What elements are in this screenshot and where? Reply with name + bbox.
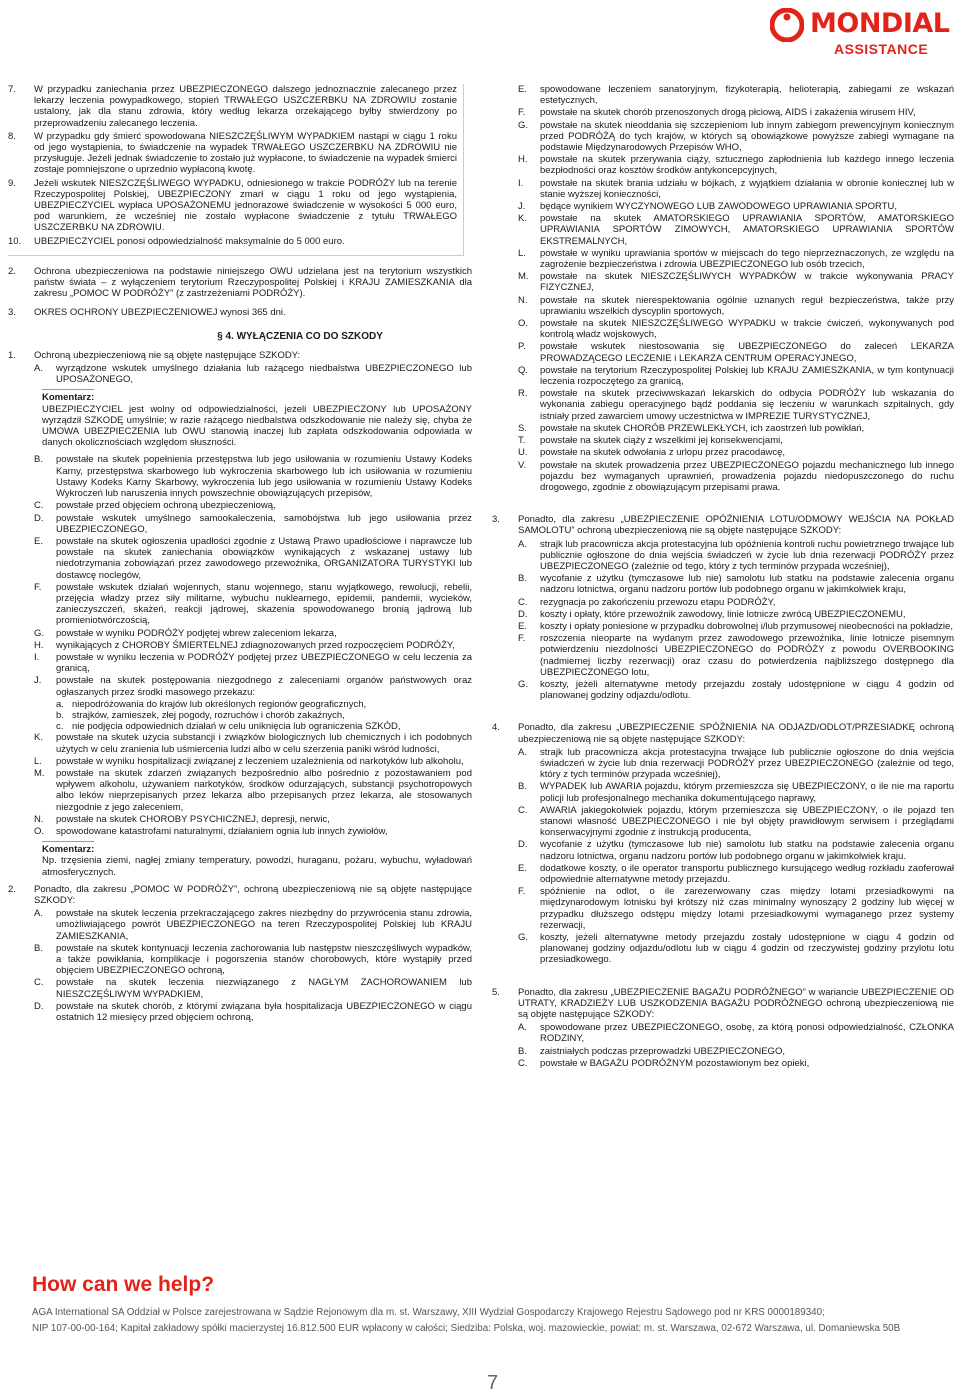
comment-label: Komentarz:	[42, 841, 94, 855]
comment-block	[8, 389, 472, 448]
item-letter: J.	[34, 675, 42, 687]
exclusion-item: A. wyrządzone wskutek umyślnego działania lub rażącego niedbalstwa UBEZPIECZONEGO lub UPOSAŻONEGO,	[34, 363, 472, 386]
item-letter: Q.	[518, 364, 529, 376]
coverage-period-paragraph: 3. OKRES OCHRONY UBEZPIECZENIOWEJ wynosi 365 dni.	[8, 307, 286, 319]
item-letter: J.	[518, 201, 526, 213]
item-text: wynikających z CHOROBY ŚMIERTELNEJ zdiagnozowanych przed rozpoczęciem PODRÓŻY,	[56, 639, 455, 651]
item-text: strajk lub pracownicza akcja protestacyjna trwające lub publicznie ogłoszone do dnia wejścia świadczeń w życie lub dnia rezerwacji PODRÓŻY przez UBEZPIECZONEGO (zależnie od tego, który z tych terminów przypada wcześniej),	[540, 746, 954, 781]
lettered-item	[492, 84, 954, 106]
item-letter: M.	[518, 271, 529, 283]
item-text: strajków, zamieszek, złej pogody, rozruchów i chorób zakaźnych,	[72, 709, 345, 721]
lettered-item	[8, 628, 472, 639]
item-text: powstałe na skutek ciąży z wszelkimi jej konsekwencjami,	[540, 435, 783, 447]
mondial-swirl-icon	[770, 8, 804, 42]
lettered-item	[492, 633, 954, 678]
lettered-item	[492, 1022, 954, 1044]
item-text: powstałe na skutek chorób, z którymi związana była hospitalizacja UBEZPIECZONEGO w ciągu ostatnich 12 miesięcy przed objęciem ochroną,	[56, 1000, 472, 1024]
section-heading: § 4. WYŁĄCZENIA CO DO SZKODY	[217, 330, 383, 342]
item-letter: I.	[518, 177, 524, 189]
item-text: koszty i opłaty, które przewoźnik zawodowy, linie lotnicze zwrócą UBEZPIECZONEMU,	[540, 608, 906, 620]
item-letter: G.	[518, 678, 529, 690]
item-text: spowodowane katastrofami naturalnymi, działaniem ognia lub innych żywiołów,	[56, 825, 388, 837]
lettered-item	[8, 582, 472, 627]
item-text: powstałe na skutek odwołania z urlopu przez pracodawcę,	[540, 447, 786, 459]
item-letter: G.	[518, 932, 529, 944]
item-letter: I.	[34, 651, 40, 663]
item-letter: F.	[518, 886, 526, 898]
lettered-item	[492, 201, 954, 212]
item-text: UBEZPIECZYCIEL ponosi odpowiedzialność maksymalnie do 5 000 euro.	[34, 235, 345, 247]
numbered-item	[8, 84, 457, 129]
lettered-item	[492, 423, 954, 434]
lettered-item	[8, 699, 472, 710]
item-letter: b.	[56, 709, 64, 721]
item-text: spowodowane przez UBEZPIECZONEGO, osobę, za którą ponosi odpowiedzialność, CZŁONKA RODZINY,	[540, 1022, 954, 1045]
item-text: powstałe na skutek chorób przenoszonych drogą płciową, AIDS i zakażenia wirusem HIV,	[540, 107, 916, 119]
lettered-item	[492, 679, 954, 701]
lettered-item	[492, 447, 954, 458]
item-letter: E.	[518, 84, 527, 95]
item-letter: V.	[518, 459, 527, 471]
item-letter: a.	[56, 698, 64, 710]
item-text: wycofanie z użytku (tymczasowe lub nie) samolotu lub statku na podstawie zalecenia organu nadzoru lotnictwa, organu nadzoru portów lub podobnego organu w jakimkolwiek kraju,	[540, 573, 954, 596]
lettered-item	[492, 341, 954, 363]
item-letter: K.	[518, 213, 527, 225]
exclusions-intro: 1. Ochroną ubezpieczeniową nie są objęte następujące SZKODY:	[8, 349, 301, 361]
item-text: spowodowane leczeniem sanatoryjnym, fizykoterapią, helioterapią, zabiegami ze wskazań estetycznych,	[540, 84, 954, 107]
item-text: powstałe w wyniku uprawiania sportów w miejscach do tego nieprzeznaczonych, ze względu na zagrożenie bezpieczeństwa i zdrowia UBEZPIECZONEGO lub osób trzecich,	[540, 247, 954, 271]
lettered-item	[8, 908, 472, 942]
mondial-assistance-logo	[770, 4, 960, 60]
item-letter: A.	[518, 538, 527, 550]
item-letter: O.	[34, 825, 45, 837]
item-text: powstałe na skutek użycia substancji i związków biologicznych lub chemicznych i ich podobnych użytych w celu zranienia lub uśmiercenia ludzi albo w celu szerzenia paniki wśród ludności,	[56, 732, 472, 755]
item-letter: T.	[518, 435, 526, 447]
item-text: powstałe na skutek NIESZCZĘŚLIWYCH WYPADKÓW w trakcie wykonywania PRACY FIZYCZNEJ,	[540, 271, 954, 294]
numbered-item	[8, 131, 457, 176]
lettered-item	[492, 886, 954, 931]
lettered-item	[8, 943, 472, 977]
item-letter: S.	[518, 422, 527, 434]
lettered-item	[492, 747, 954, 781]
item-text: dodatkowe koszty, o ile operator transportu publicznego kursującego według rozkładu zaoferował odpowiednie alternatywne metody przejazdu.	[540, 862, 954, 885]
lettered-item	[8, 640, 472, 651]
comment-block	[8, 841, 472, 878]
item-letter: O.	[518, 318, 529, 330]
lettered-item	[8, 500, 472, 511]
lettered-item	[8, 768, 472, 813]
item-number: 10.	[8, 235, 22, 247]
lettered-item	[8, 977, 472, 999]
item-number: 8.	[8, 130, 16, 142]
item-text: powstałe na skutek nieoddania się szczepieniom lub innym zabiegom prewencyjnym koniecznym przed PODRÓŻĄ do tych krajów, w których są obowiązkowe powyższe zabiegi wymagane na podstawie Międzynarodowych Przepisów WHO,	[540, 119, 954, 154]
footer-line: AGA International SA Oddział w Polsce zarejestrowana w Sądzie Rejonowym dla m. st. Warszawy, XIII Wydział Gospodarczy Krajowego Rejestru Sądowego pod nr KRS 0000189340;	[32, 1307, 825, 1318]
item-text: powstałe na skutek przeciwwskazań lekarskich do odbycia PODRÓŻY lub wskazania do wykonania zabiegu operacyjnego bądź poddania się leczeniu w warunkach szpitalnych, gdy istniały przed zawarciem umowy uczestnictwa w IMPREZIE TURYSTYCZNEJ,	[540, 388, 954, 422]
lettered-item	[492, 213, 954, 247]
item-text: powstałe w wyniku hospitalizacji związanej z leczeniem uzależnienia od narkotyków lub alkoholu,	[56, 755, 464, 767]
item-letter: L.	[34, 755, 42, 767]
lettered-item	[492, 539, 954, 573]
item-text: powstałe na skutek nierespektowania ogólnie uznanych reguł bezpieczeństwa, także przy uprawianiu wszelkich dyscyplin sportowych,	[540, 294, 954, 317]
page-number: 7	[487, 1372, 499, 1394]
item-letter: G.	[34, 627, 45, 639]
item-letter: F.	[34, 581, 42, 593]
comment-text: Np. trzęsienia ziemi, nagłej zmiany temperatury, powodzi, huraganu, pożaru, wybuchu, wyładowań atmosferycznych.	[42, 855, 472, 878]
item-letter: A.	[518, 746, 527, 758]
item-text: powstałe na skutek leczenia niezwiązanego z NAGŁYM ZACHOROWANIEM lub NIESZCZĘŚLIWYM WYPADKIEM,	[56, 977, 472, 1000]
item-text: powstałe na skutek postępowania niezgodnego z zaleceniami organów państwowych oraz ogłaszanych przez środki masowego przekazu:	[56, 675, 472, 698]
lettered-item	[492, 388, 954, 422]
left-column	[8, 84, 472, 1024]
item-letter: A.	[518, 1022, 527, 1034]
lettered-item	[8, 710, 472, 721]
flight-delay-intro: 3. Ponadto, dla zakresu „UBEZPIECZENIE OPÓŹNIENIA LOTU/ODMOWY WEJŚCIA NA POKŁAD SAMOLOTU” ochroną ubezpieczeniową nie są objęte następujące SZKODY:	[492, 514, 954, 537]
lettered-item	[492, 805, 954, 839]
lettered-item	[8, 454, 472, 499]
lettered-item	[8, 814, 472, 825]
item-text: powstałe na skutek brania udziału w bójkach, z wyjątkiem działania w obronie koniecznej lub w stanie wyższej konieczności,	[540, 177, 954, 200]
item-text: powstałe w wyniku PODRÓŻY podjętej wbrew zaleceniom lekarza,	[56, 627, 337, 639]
item-text: powstałe wskutek umyślnego samookaleczenia, samobójstwa lub jego usiłowania przez UBEZPIECZONEGO,	[56, 512, 472, 535]
item-letter: K.	[34, 732, 43, 744]
item-text: powstałe na skutek CHORÓB PRZEWLEKŁYCH, ich zaostrzeń lub powikłań,	[540, 422, 865, 434]
lettered-item	[8, 536, 472, 581]
lettered-item	[492, 597, 954, 608]
item-text: powstałe w BAGAŻU PODRÓŻNYM pozostawionym bez opieki,	[540, 1057, 810, 1069]
item-letter: C.	[518, 804, 528, 816]
item-letter: B.	[518, 1045, 527, 1057]
item-letter: P.	[518, 341, 526, 353]
lettered-item	[8, 652, 472, 674]
lettered-item	[8, 756, 472, 767]
item-letter: C.	[518, 1057, 528, 1069]
lettered-item	[492, 573, 954, 595]
brand-tagline: ASSISTANCE	[834, 41, 929, 57]
item-letter: E.	[34, 535, 43, 547]
brand-name: MONDIAL	[810, 8, 950, 39]
item-text: wycofanie z użytku (tymczasowe lub nie) samolotu lub statku na podstawie zalecenia organu nadzoru lotnictwa, organu nadzoru portów lub podobnego organu w jakimkolwiek kraju.	[540, 839, 954, 862]
lettered-item	[492, 1046, 954, 1057]
item-text: powstałe na skutek przerywania ciąży, sztucznego zapłodnienia lub każdego innego leczenia bezpłodności oraz kosztów środków antykoncepcyjnych,	[540, 154, 954, 177]
item-letter: D.	[34, 512, 44, 524]
item-letter: N.	[518, 294, 528, 306]
item-letter: F.	[518, 107, 526, 119]
item-text: powstałe na terytorium Rzeczypospolitej Polskiej lub KRAJU ZAMIESZKANIA, w tym kontynuacji leczenia rozpoczętego za granicą,	[540, 364, 954, 388]
item-text: powstałe na skutek popełnienia przestępstwa lub jego usiłowania w rozumieniu Ustawy Kodeks Karny, przestępstwa skarbowego lub wykroczenia skarbowego lub ich usiłowania w rozumieniu Ustawy Kodeks Karny Skarbowy, wykroczenia lub jego usiłowania w rozumieniu Ustawy Kodeks Wykroczeń lub naruszenia innych powszechnie obowiązujących przepisów,	[56, 454, 472, 500]
lettered-item	[492, 120, 954, 154]
item-letter: D.	[518, 608, 528, 620]
item-text: powstałe na skutek leczenia przekraczającego zakres niezbędny do przywrócenia stanu zdrowia, umożliwiającego powrót UBEZPIECZONEGO na teren Rzeczypospolitej Polskiej lub KRAJU ZAMIESZKANIA,	[56, 908, 472, 942]
lettered-item	[8, 826, 472, 837]
item-letter: D.	[518, 839, 528, 851]
item-text: koszty i opłaty poniesione w przypadku dobrowolnej i/lub przymusowej nieobecności na pokładzie,	[540, 620, 953, 632]
item-text: powstałe w wyniku leczenia w PODRÓŻY podjętej przez UBEZPIECZONEGO w celu leczenia za granicą,	[56, 651, 472, 675]
item-letter: E.	[518, 862, 527, 874]
footer-line: NIP 107-00-00-164; Kapitał zakładowy spółki macierzystej 16.812.500 EUR wpłacony w całości; Siedziba: Polska, woj. mazowieckie, powiat: m. st. Warszawa, 02-672 Warszawa, ul. Domaniewska 50B	[32, 1323, 901, 1334]
pomoc-exclusions-intro: 2. Ponadto, dla zakresu „POMOC W PODRÓŻY”, ochroną ubezpieczeniową nie są objęte następujące SZKODY:	[8, 883, 472, 906]
lettered-item	[492, 107, 954, 118]
item-letter: G.	[518, 119, 529, 131]
item-text: zaistniałych podczas przeprowadzki UBEZPIECZONEGO,	[540, 1045, 785, 1057]
scope-paragraph: 2. Ochrona ubezpieczeniowa na podstawie niniejszego OWU udzielana jest na terytorium wszystkich państw świata – z wyłączeniem terytorium Rzeczypospolitej Polskiej i KRAJU ZAMIESZKANIA dla zakresu „POMOC W PODRÓŻY” (z zastrzeżeniami PODRÓŻY).	[8, 265, 472, 300]
item-text: WYPADEK lub AWARIA pojazdu, którym przemieszcza się UBEZPIECZONY, o ile nie ma raportu policji lub profesjonalnego mechanika dokumentującego naprawy,	[540, 781, 954, 804]
lettered-item	[492, 621, 954, 632]
item-letter: B.	[34, 454, 43, 466]
item-text: strajk lub pracownicza akcja protestacyjna lub opóźnienia kontroli ruchu powietrznego trwające lub publicznie ogłoszone do dnia wejścia świadczeń w życie lub dnia rezerwacji PODRÓŻY przez UBEZPIECZONEGO (zależnie od tego, który z tych terminów przypada wcześniej),	[540, 538, 954, 572]
lettered-item	[492, 609, 954, 620]
item-number: 9.	[8, 177, 16, 189]
item-letter: B.	[518, 573, 527, 585]
help-heading: How can we help?	[32, 1273, 215, 1296]
item-letter: C.	[518, 596, 528, 608]
numbered-item	[8, 178, 457, 234]
item-text: Jeżeli wskutek NIESZCZĘŚLIWEGO WYPADKU, odniesionego w trakcie PODRÓŻY lub na terenie Rzeczypospolitej Polskiej, UBEZPIECZONY zmarł w ciągu 1 roku od jego wystąpienia, UBEZPIECZYCIEL wypłaca UPOSAŻONEMU jednorazowe świadczenie w wysokości 5 000 euro, pod warunkiem, że wcześniej nie zostało wypłacone świadczenie z tytułu TRWAŁEGO USZCZERBKU NA ZDROWIU.	[34, 177, 457, 234]
lettered-item	[492, 839, 954, 861]
lettered-item	[492, 295, 954, 317]
item-text: koszty, jeżeli alternatywne metody przejazdu zostały udostępnione w ciągu 4 godzin od planowanej godziny odjazdu/odlotu.	[540, 678, 954, 702]
continued-list-box	[8, 84, 464, 256]
legal-footer	[32, 1305, 932, 1337]
item-letter: c.	[56, 721, 64, 733]
item-text: niepodróżowania do krajów lub określonych regionów geograficznych,	[72, 698, 367, 710]
item-letter: H.	[518, 154, 528, 166]
item-letter: B.	[518, 781, 527, 793]
item-text: powstałe wskutek działań wojennych, stanu wojennego, stanu wyjątkowego, rewolucji, rebelii, przejęcia władzy przez siły militarne, wybuchu nuklearnego, epidemii, pandemii, wycieków, zanieczyszczeń, skażeń, reakcji jądrowej, skażenia spowodowanego bronią jądrową lub promieniotwórczością,	[56, 581, 472, 627]
item-text: będące wynikiem WYCZYNOWEGO LUB ZAWODOWEGO UPRAWIANIA SPORTU,	[540, 201, 898, 213]
item-text: powstałe na skutek kontynuacji leczenia zachorowania lub następstw nieszczęśliwych wypadków, a także powikłania, komplikacje i pogorszenia stanów chorobowych, które wystąpiły przed objęciem UBEZPIECZONEGO ochroną,	[56, 942, 472, 977]
item-letter: H.	[34, 639, 44, 651]
lettered-item	[492, 248, 954, 270]
item-text: powstałe na skutek NIESZCZĘŚLIWEGO WYPADKU w trakcie ćwiczeń, wykonywanych pod kontrolą władz wojskowych,	[540, 318, 954, 341]
item-text: powstałe na skutek zdarzeń związanych bezpośrednio albo pośrednio z pozostawaniem pod wpływem alkoholu, używaniem narkotyków, środków odurzających, substancji psychotropowych albo leków nieprzepisanych przez lekarza albo przepisanych przez lekarza, ale stosowanych niezgodnie z jego zaleceniem,	[56, 767, 472, 813]
comment-label: Komentarz:	[42, 389, 94, 403]
item-number: 7.	[8, 84, 16, 95]
item-text: powstałe na skutek AMATORSKIEGO UPRAWIANIA SPORTÓW, AMATORSKIEGO UPRAWIANIA SPORTÓW ZIMOWYCH, AMATORSKIEGO UPRAWIANIA SPORTÓW EKSTREMALNYCH,	[540, 213, 954, 247]
lettered-item	[8, 1001, 472, 1023]
lettered-item	[492, 271, 954, 293]
lettered-item	[492, 932, 954, 966]
item-letter: D.	[34, 1000, 44, 1012]
item-text: powstałe wskutek niestosowania się UBEZPIECZONEGO do zaleceń LEKARZA PROWADZĄCEGO LECZENIE i LEKARZA CENTRUM OPERACYJNEGO,	[540, 341, 954, 364]
lettered-item	[492, 863, 954, 885]
item-letter: C.	[34, 977, 44, 989]
item-letter: C.	[34, 500, 44, 512]
item-text: spóźnienie na odlot, o ile zarezerwowany czas między lotami przesiadkowymi na międzynarodowym lotnisku był krótszy niż czas minimalny wynoszący 2 godziny lub więcej w przypadku dłuższego odstępu między lotami przesiadkowymi wymaganego przez systemy rezerwacji,	[540, 886, 954, 931]
baggage-intro: 5. Ponadto, dla zakresu „UBEZPIECZENIE BAGAŻU PODRÓŻNEGO” w wariancie UBEZPIECZENIE OD UTRATY, KRADZIEŻY LUB USZKODZENIA BAGAŻU PODRÓŻNEGO ochroną ubezpieczeniową nie są objęte następujące SZKODY:	[492, 986, 954, 1021]
item-text: rezygnacja po zakończeniu przewozu etapu PODRÓŻY,	[540, 596, 776, 608]
lettered-item	[8, 732, 472, 754]
item-text: powstałe na skutek CHOROBY PSYCHICZNEJ, depresji, nerwic,	[56, 813, 330, 825]
item-letter: F.	[518, 633, 526, 645]
lettered-item	[492, 365, 954, 387]
lettered-item	[8, 721, 472, 732]
numbered-item	[8, 236, 457, 247]
lettered-item	[492, 1058, 954, 1069]
lettered-item	[492, 154, 954, 176]
lettered-item	[492, 781, 954, 803]
missed-departure-intro: 4. Ponadto, dla zakresu „UBEZPIECZENIE SPÓŹNIENIA NA ODJAZD/ODLOT/PRZESIADKĘ ochroną ubezpieczeniową nie są objęte następujące SZKODY:	[492, 722, 954, 745]
comment-text: UBEZPIECZYCIEL jest wolny od odpowiedzialności, jeżeli UBEZPIECZONY lub UPOSAŻONY wyrządził SZKODĘ umyślnie; w razie rażącego niedbalstwa odszkodowanie nie należy się, chyba że UMOWA UBEZPIECZENIA lub OWU stanowią inaczej lub zapłata odszkodowania odpowiada w danych okolicznościach względom słuszności.	[42, 403, 472, 449]
lettered-item	[492, 178, 954, 200]
item-text: powstałe przed objęciem ochroną ubezpieczeniową,	[56, 500, 276, 512]
item-letter: N.	[34, 813, 44, 825]
lettered-item	[492, 435, 954, 446]
item-text: powstałe na skutek prowadzenia przez UBEZPIECZONEGO pojazdu mechanicznego lub innego pojazdu bez wymaganych uprawnień, prowadzenia pojazdu niedopuszczonego do ruchu drogowego, zgodnie z obowiązującym przepisami prawa.	[540, 459, 954, 493]
item-letter: M.	[34, 767, 45, 779]
item-text: AWARIA jakiegokolwiek pojazdu, którym przemieszcza się UBEZPIECZONY, o ile pojazd ten stanowi własność UBEZPIECZONEGO i nie był objęty prawidłowym serwisem i przeglądami konserwacyjnymi zgodnie z instrukcją producenta,	[540, 804, 954, 839]
item-text: W przypadku gdy śmierć spowodowana NIESZCZĘŚLIWYM WYPADKIEM nastąpi w ciągu 1 roku od jego wystąpienia, to świadczenie na wypadek TRWAŁEGO USZCZERBKU NA ZDROWIU nie przysługuje. Jeżeli jednak świadczenie to zostało już wypłacone, to świadczenie na wypadek śmierci zostaje pomniejszone o uprzednio wypłaconą kwotę.	[34, 130, 457, 176]
item-letter: L.	[518, 247, 526, 259]
item-letter: E.	[518, 620, 527, 632]
item-text: koszty, jeżeli alternatywne metody przejazdu zostały udostępnione w ciągu 4 godzin od planowanej godziny odjazdu/odlotu lub w ciągu 4 godzin od rzeczywistej godziny przylotu lotu przesiadkowego.	[540, 932, 954, 966]
lettered-item	[492, 460, 954, 494]
item-letter: R.	[518, 388, 528, 400]
right-column	[492, 84, 954, 1070]
item-text: W przypadku zaniechania przez UBEZPIECZONEGO dalszego jednoznacznie zalecanego przez lekarzy leczenia powypadkowego, stopień TRWAŁEGO USZCZERBKU NA ZDROWIU zostanie ustalony, jak dla stanu zdrowia, który według lekarza orzekającego byłby stwierdzony po przeprowadzeniu zalecanego leczenia.	[34, 84, 457, 129]
item-text: nie podjęcia odpowiednich działań w celu uniknięcia lub ograniczenia SZKÓD,	[72, 721, 401, 733]
lettered-item	[8, 513, 472, 535]
item-letter: A.	[34, 908, 43, 920]
item-text: powstałe na skutek ogłoszenia upadłości zgodnie z Ustawą Prawo upadłościowe i naprawcze lub powstałe na skutek zaniechania obowiązków wynikających z wskazanej ustawy lub niedotrzymania zobowiązań przez zawodowego przewoźnika, ORGANIZATORA TURYSTYKI lub dostawcę noclegów,	[56, 535, 472, 581]
item-letter: B.	[34, 942, 43, 954]
item-text: roszczenia nieoparte na wydanym przez zawodowego przewoźnika, linie lotnicze pisemnym potwierdzeniu niezdolności UBEZPIECZONEGO do PODRÓŻY z powodu OVERBOOKING (nadmiernej liczby rezerwacji) oraz czasu do potwierdzenia najbliższego dostępnego dla UBEZPIECZONEGO lotu,	[540, 633, 954, 678]
lettered-item	[8, 675, 472, 697]
item-letter: U.	[518, 447, 528, 459]
lettered-item	[492, 318, 954, 340]
